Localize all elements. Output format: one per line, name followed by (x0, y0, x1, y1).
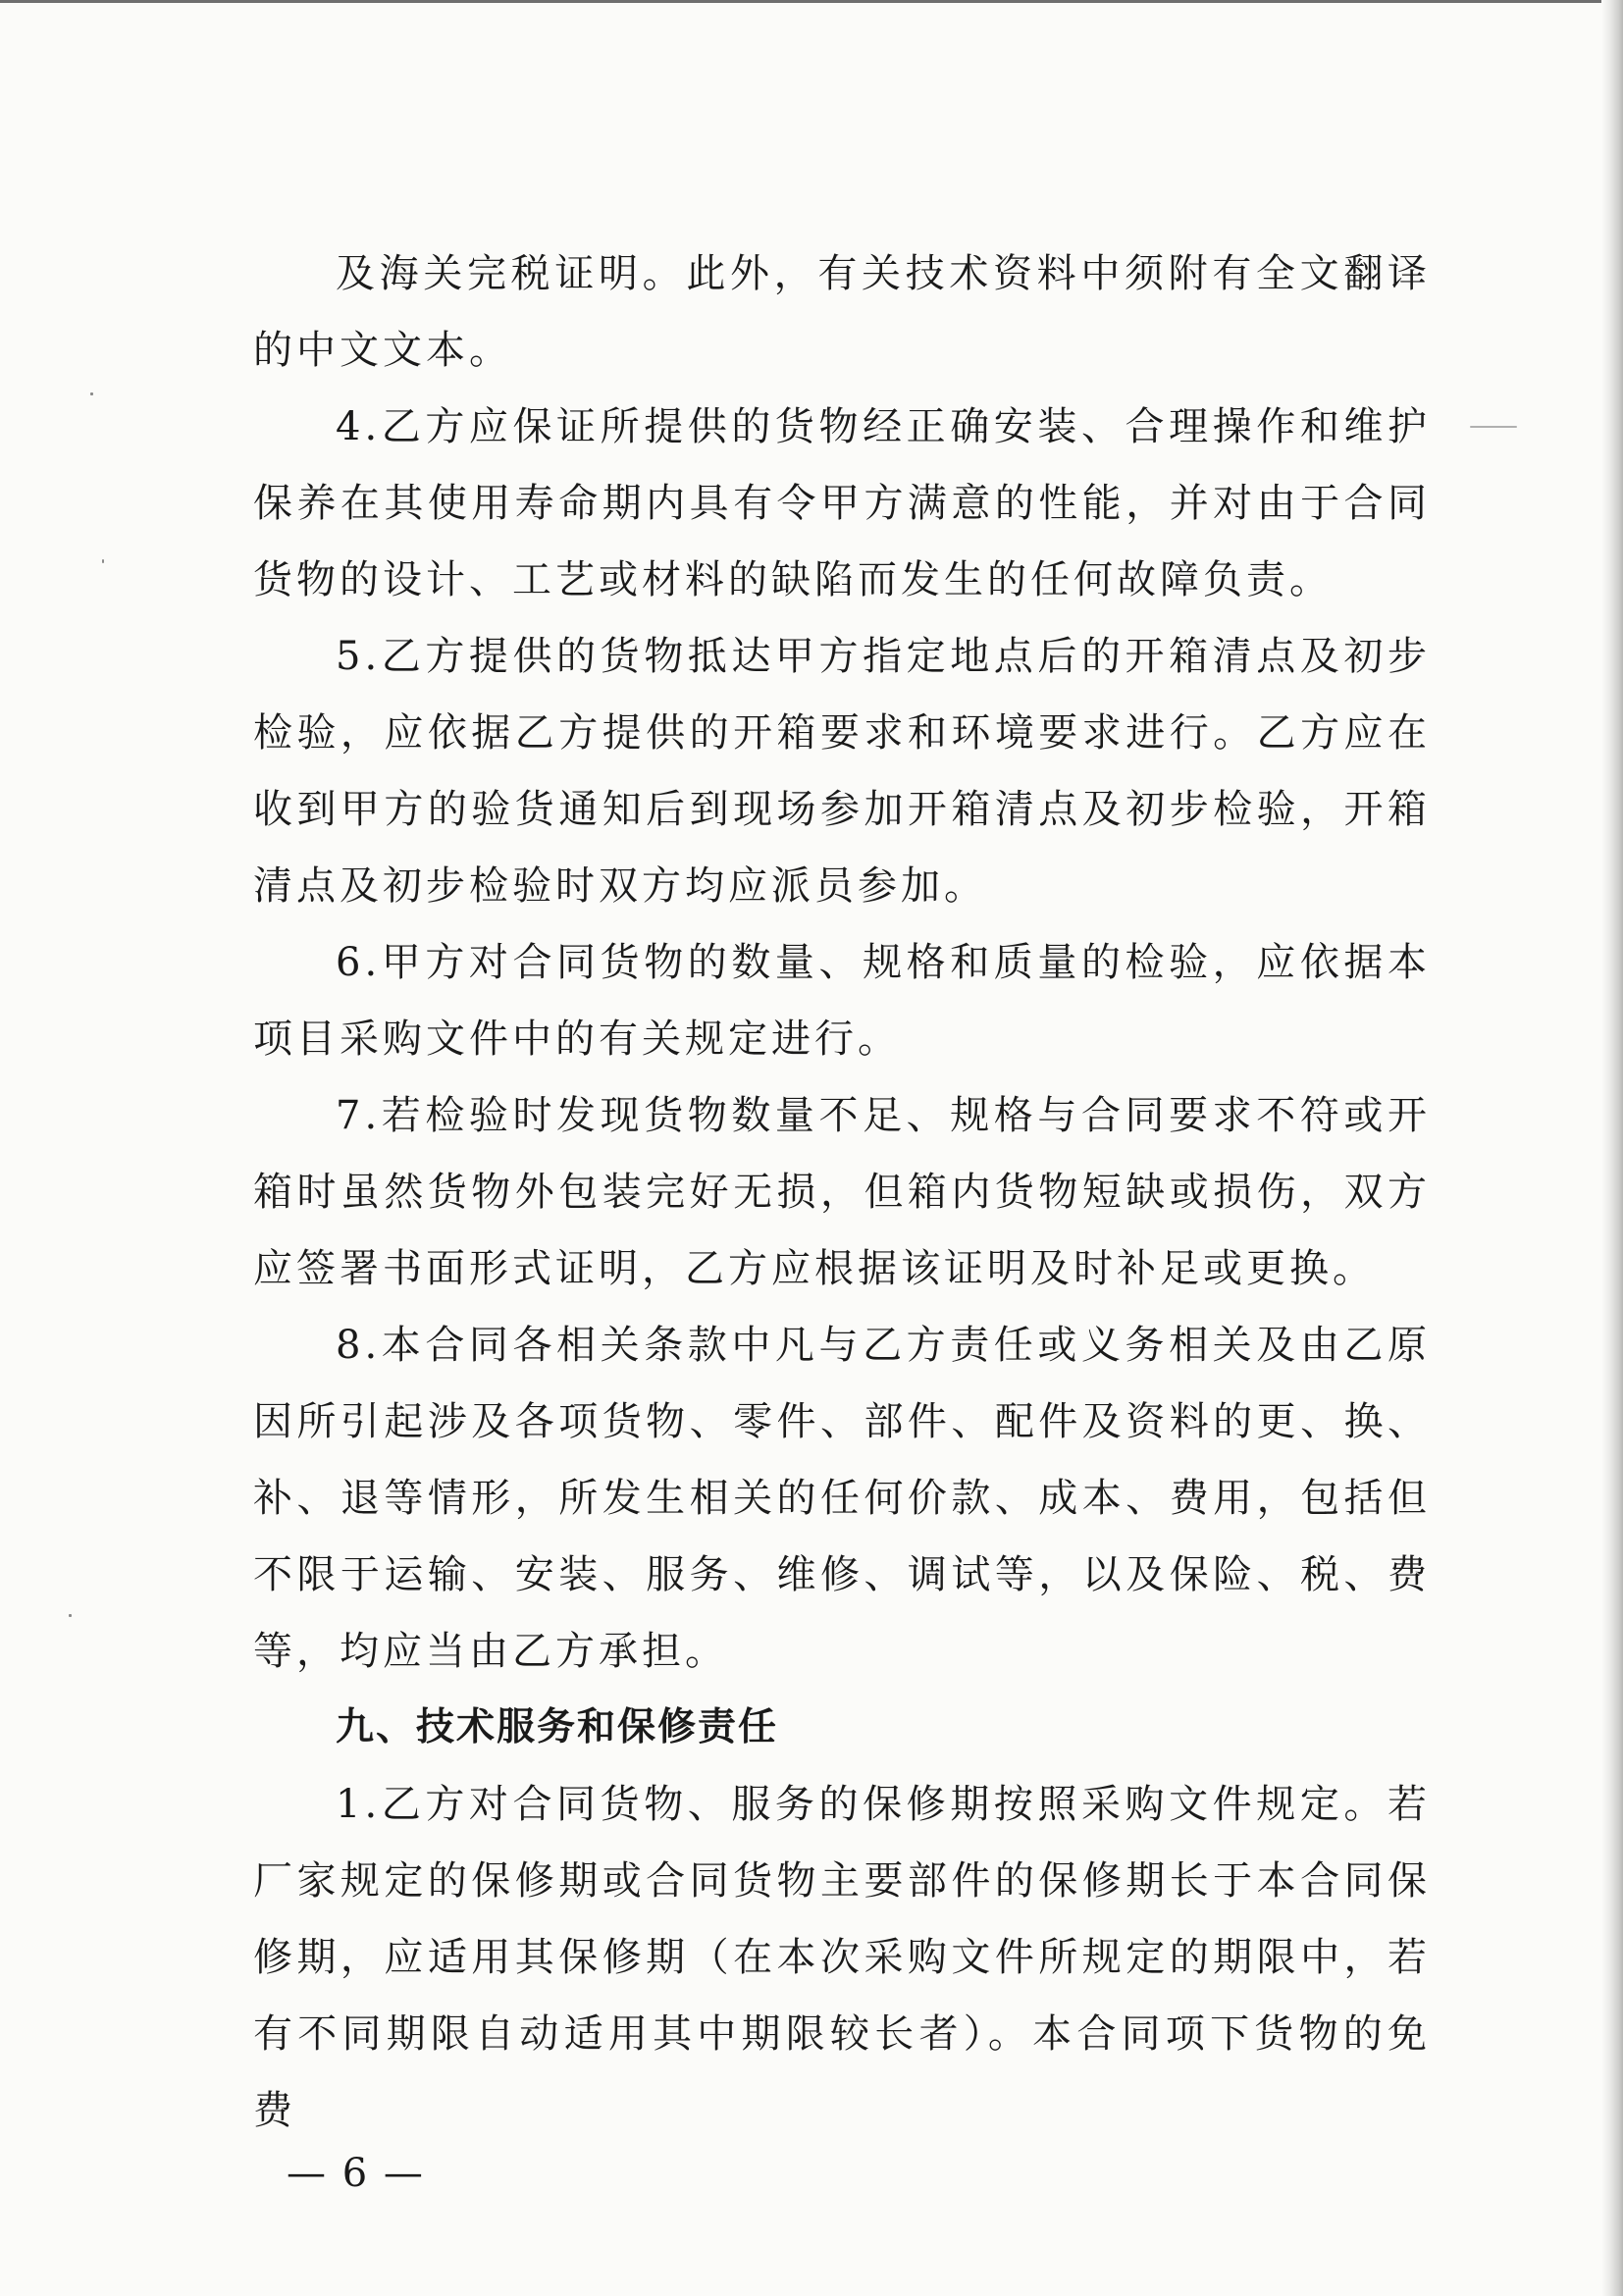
paragraph-clause-5: 5.乙方提供的货物抵达甲方指定地点后的开箱清点及初步检验，应依据乙方提供的开箱要求和环境要求进行。乙方应在收到甲方的验货通知后到现场参加开箱清点及初步检验，开箱清点及初步检验时双方均应派员参加。 (253, 634, 1431, 909)
scan-speck (102, 559, 104, 563)
scan-right-edge (1601, 0, 1623, 2296)
paragraph-section9-clause-1: 1.乙方对合同货物、服务的保修期按照采购文件规定。若厂家规定的保修期或合同货物主要部件的保修期长于本合同保修期，应适用其保修期（在本次采购文件所规定的期限中，若有不同期限自动适用其中期限较长者）。本合同项下货物的免费 (253, 1782, 1431, 2133)
scan-speck (90, 392, 93, 395)
scan-speck (69, 1614, 72, 1617)
section-heading: 九、技术服务和保修责任 (336, 1705, 779, 1749)
paragraph-clause-4: 4.乙方应保证所提供的货物经正确安装、合理操作和维护保养在其使用寿命期内具有令甲方满意的性能，并对由于合同货物的设计、工艺或材料的缺陷而发生的任何故障负责。 (253, 404, 1431, 602)
scan-speck (1470, 426, 1517, 428)
page-number: — 6 — (287, 2151, 425, 2196)
paragraph-continuation: 及海关完税证明。此外，有关技术资料中须附有全文翻译的中文文本。 (253, 251, 1431, 373)
document-body (253, 235, 1431, 2149)
paragraph-clause-7: 7.若检验时发现货物数量不足、规格与合同要求不符或开箱时虽然货物外包装完好无损，但箱内货物短缺或损伤，双方应签署书面形式证明，乙方应根据该证明及时补足或更换。 (253, 1093, 1431, 1291)
paragraph-clause-6: 6.甲方对合同货物的数量、规格和质量的检验，应依据本项目采购文件中的有关规定进行。 (253, 940, 1431, 1062)
scan-top-edge (0, 0, 1623, 3)
paragraph-clause-8: 8.本合同各相关条款中凡与乙方责任或义务相关及由乙原因所引起涉及各项货物、零件、部件、配件及资料的更、换、补、退等情形，所发生相关的任何价款、成本、费用，包括但不限于运输、安装、服务、维修、调试等，以及保险、税、费等，均应当由乙方承担。 (253, 1323, 1431, 1674)
